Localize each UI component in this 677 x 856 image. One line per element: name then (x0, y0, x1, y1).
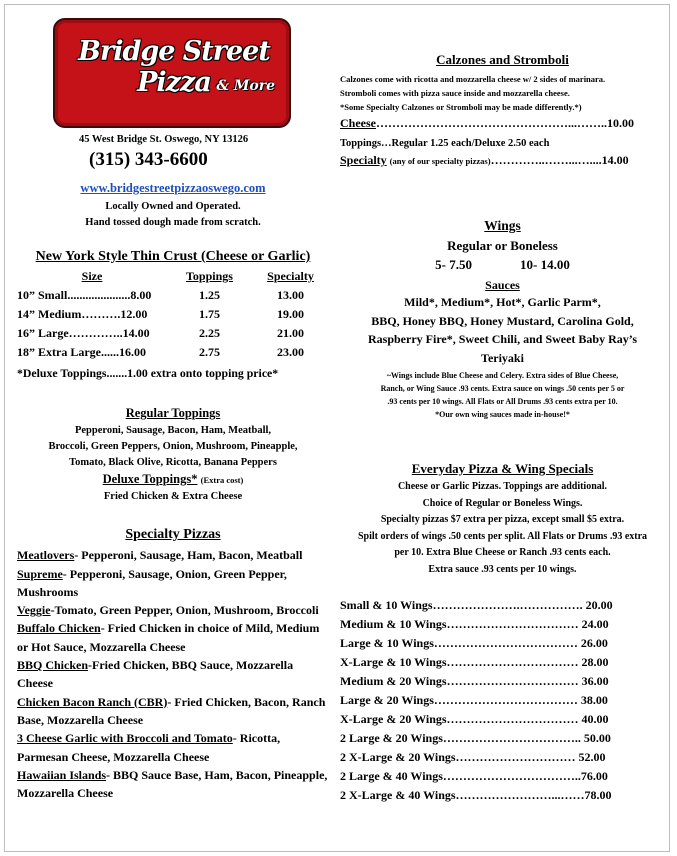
item-desc: -Tomato, Green Pepper, Onion, Mushroom, Broccoli (50, 603, 319, 618)
list-item (17, 729, 329, 766)
col-specialty: Specialty (267, 269, 314, 283)
wings-note4: *Our own wing sauces made in-house!* (435, 410, 570, 419)
item-name: BBQ Chicken (17, 658, 89, 673)
specials-list (340, 598, 665, 807)
thin-crust-header-row (17, 267, 329, 286)
specials-line6: Extra sauce .93 cents per 10 wings. (428, 563, 577, 575)
tagline-dough: Hand tossed dough made from scratch. (85, 217, 261, 228)
regular-toppings-title: Regular Toppings (125, 406, 221, 421)
tagline-owned: Locally Owned and Operated. (105, 201, 241, 212)
sauces-line4: Teriyaki (481, 350, 524, 365)
calzone-toppings-line: Toppings…Regular 1.25 each/Deluxe 2.50 each (340, 138, 550, 149)
toppings-cell: 2.75 (199, 345, 220, 359)
cheese-label: Cheese (340, 116, 376, 130)
specialty-cell: 13.00 (277, 288, 304, 302)
calzone-cheese-row (340, 116, 665, 135)
calzones-note2: Stromboli comes with pizza sauce inside and mozzarella cheese. (340, 88, 570, 98)
item-desc: - Fried Chicken in choice of Mild, Medium or Hot Sauce, Mozzarella Cheese (17, 621, 320, 654)
specialty-list (17, 546, 329, 802)
table-row (17, 286, 329, 305)
item-name: Meatlovers (17, 548, 75, 563)
list-item: 2 Large & 40 Wings……………………………..76.00 (340, 769, 608, 783)
size-cell: 18” Extra Large......16.00 (17, 345, 146, 359)
item-name: Chicken Bacon Ranch (CBR) (17, 694, 168, 709)
thin-crust-table (17, 267, 329, 362)
item-desc: - Pepperoni, Sausage, Ham, Bacon, Meatball (74, 548, 303, 563)
list-item: 2 X-Large & 40 Wings……………………...……78.00 (340, 788, 612, 802)
list-item: Medium & 20 Wings…………………………… 36.00 (340, 674, 609, 688)
wings-10-price: 10- 14.00 (520, 257, 570, 272)
list-item: Small & 10 Wings………………….……………. 20.00 (340, 598, 613, 612)
item-name: Veggie (17, 603, 51, 618)
specials-line4: Spilt orders of wings .50 cents per split. All Flats or Drums .93 extra (357, 530, 648, 542)
table-row (17, 343, 329, 362)
list-item (17, 619, 329, 656)
list-item (17, 766, 329, 803)
wings-subtitle: Regular or Boneless (447, 238, 558, 253)
size-cell: 10” Small.....................8.00 (17, 288, 152, 302)
sauces-line3: Raspberry Fire*, Sweet Chili, and Sweet Baby Ray’s (368, 332, 637, 346)
phone-number: (315) 343-6600 (89, 149, 208, 170)
wings-note2: Ranch, or Wing Sauce .93 cents. Extra sauce on wings .50 cents per 5 or (380, 384, 625, 393)
logo-tagline: & More (216, 78, 275, 94)
deluxe-toppings-items: Fried Chicken & Extra Cheese (103, 491, 243, 503)
table-row (17, 324, 329, 343)
calzones-title: Calzones and Stromboli (436, 52, 569, 67)
deluxe-toppings-heading (17, 471, 329, 489)
specialty-dots: …………..……...….... (490, 153, 602, 167)
address: 45 West Bridge St. Oswego, NY 13126 (79, 134, 249, 145)
col-toppings: Toppings (186, 269, 233, 283)
list-item (17, 601, 329, 619)
deluxe-toppings-title: Deluxe Toppings* (102, 472, 198, 487)
specialty-cell: 21.00 (277, 326, 304, 340)
col-size: Size (81, 269, 103, 283)
logo-name: Bridge Street Pizza (78, 36, 270, 98)
specialty-pizzas-title: Specialty Pizzas (125, 527, 221, 543)
list-item (17, 656, 329, 693)
item-desc: -Fried Chicken, BBQ Sauce, Mozzarella Cheese (17, 658, 294, 691)
specials-line3: Specialty pizzas $7 extra per pizza, except small $5 extra. (380, 514, 625, 525)
item-name: Supreme (17, 566, 63, 581)
specialty-note: (any of our specialty pizzas) (389, 156, 491, 166)
item-name: Hawaiian Islands (17, 767, 107, 782)
toppings-cell: 1.25 (199, 288, 220, 302)
regular-toppings-line2: Broccoli, Green Peppers, Onion, Mushroom, Pineapple, (48, 441, 298, 453)
size-cell: 14” Medium……….12.00 (17, 307, 148, 321)
specials-line5: per 10. Extra Blue Cheese or Ranch .93 cents each. (394, 547, 611, 558)
list-item: Large & 10 Wings……………………………… 26.00 (340, 636, 608, 650)
sauces-title: Sauces (485, 278, 520, 292)
toppings-cell: 2.25 (199, 326, 220, 340)
wings-prices (340, 255, 665, 274)
wings-note1: ~Wings include Blue Cheese and Celery. Extra sides of Blue Cheese, (386, 371, 619, 380)
list-item: 2 X-Large & 20 Wings………………………… 52.00 (340, 750, 606, 764)
bridge-street-pizza-logo (53, 18, 291, 128)
specials-line2: Choice of Regular or Boneless Wings. (422, 497, 583, 509)
sauces-line2: BBQ, Honey BBQ, Honey Mustard, Carolina Gold, (371, 313, 634, 328)
regular-toppings-line1: Pepperoni, Sausage, Bacon, Ham, Meatball, (74, 425, 272, 437)
deluxe-note: *Deluxe Toppings.......1.00 extra onto topping price* (17, 366, 279, 380)
list-item: Medium & 10 Wings…………………………… 24.00 (340, 617, 609, 631)
specials-title: Everyday Pizza & Wing Specials (411, 461, 594, 476)
specialty-price: 14.00 (601, 153, 629, 167)
website-link[interactable]: www.bridgestreetpizzaoswego.com (80, 181, 266, 195)
calzone-specialty-row (340, 153, 665, 172)
list-item (17, 546, 329, 564)
cheese-price: 10.00 (607, 116, 634, 130)
list-item: X-Large & 10 Wings…………………………… 28.00 (340, 655, 609, 669)
item-desc: - BBQ Sauce Base, Ham, Bacon, Pineapple, Mozzarella Cheese (17, 767, 328, 801)
item-desc: - Pepperoni, Sausage, Onion, Green Pepper, Mushrooms (17, 566, 287, 599)
list-item: Large & 20 Wings……………………………… 38.00 (340, 693, 608, 707)
sauces-line1: Mild*, Medium*, Hot*, Garlic Parm*, (404, 295, 601, 309)
calzones-note1: Calzones come with ricotta and mozzarella cheese w/ 2 sides of marinara. (340, 74, 606, 84)
specialty-cell: 19.00 (277, 307, 304, 321)
regular-toppings-line3: Tomato, Black Olive, Ricotta, Banana Peppers (69, 457, 277, 469)
deluxe-toppings-cost: (Extra cost) (200, 475, 244, 486)
calzones-note3: *Some Specialty Calzones or Stromboli may be made differently.*) (340, 102, 582, 112)
size-cell: 16” Large…………..14.00 (17, 326, 150, 340)
left-column (17, 18, 329, 802)
table-row (17, 305, 329, 324)
item-name: 3 Cheese Garlic with Broccoli and Tomato (17, 731, 233, 746)
specialty-label: Specialty (340, 153, 387, 167)
item-desc: - Fried Chicken, Bacon, Ranch Base, Mozzarella Cheese (17, 694, 326, 727)
wings-5-price: 5- 7.50 (435, 257, 472, 272)
right-column (340, 52, 665, 807)
list-item: 2 Large & 20 Wings…………………………….. 50.00 (340, 731, 611, 745)
cheese-dots: …………………………………………...…….. (376, 116, 607, 130)
thin-crust-title: New York Style Thin Crust (Cheese or Garlic) (35, 249, 311, 264)
list-item (17, 565, 329, 602)
wings-title: Wings (484, 218, 521, 233)
list-item (17, 693, 329, 730)
item-name: Buffalo Chicken (17, 621, 101, 636)
specials-line1: Cheese or Garlic Pizzas. Toppings are additional. (397, 481, 608, 492)
toppings-cell: 1.75 (199, 307, 220, 321)
wings-note3: .93 cents per 10 wings. All Flats or All Drums .93 cents extra per 10. (387, 397, 618, 406)
specialty-cell: 23.00 (277, 345, 304, 359)
list-item: X-Large & 20 Wings…………………………… 40.00 (340, 712, 609, 726)
item-desc: - Ricotta, Parmesan Cheese, Mozzarella Cheese (17, 731, 281, 764)
